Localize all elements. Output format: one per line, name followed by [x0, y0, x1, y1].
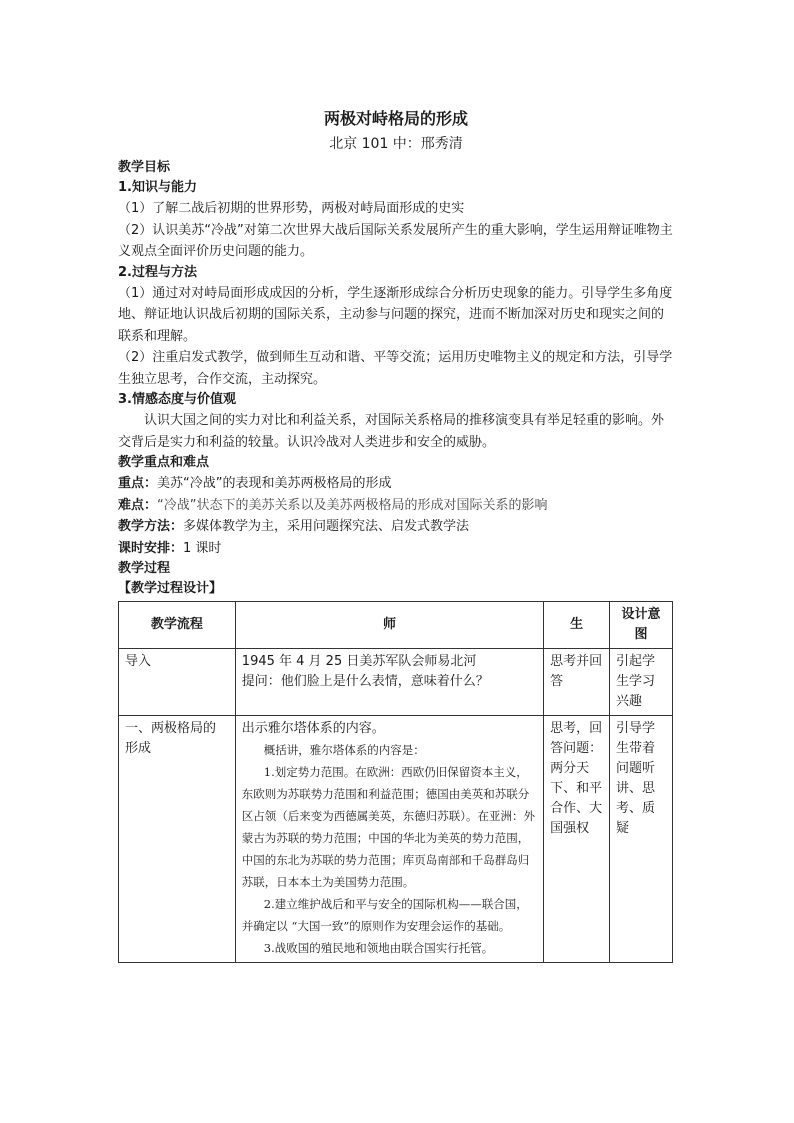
- table-header-row: [119, 602, 673, 649]
- subheading-process: 2.过程与方法: [118, 264, 197, 280]
- hours-label: 课时安排：: [118, 540, 184, 556]
- cell-intent-intro: 引起学生学习兴趣: [610, 649, 673, 716]
- key-point-label: 重点：: [118, 476, 158, 491]
- key-point-text: 美苏“冷战”的表现和美苏两极格局的形成: [157, 476, 392, 491]
- header-intent: 设计意图: [610, 602, 673, 649]
- cell-teacher-section1: [235, 716, 543, 963]
- paragraph-process-2: （2）注重启发式教学，做到师生互动和谐、平等交流；运用历史唯物主义的规定和方法，引导学生独立思考，合作交流，主动探究。: [118, 350, 673, 387]
- header-student: 生: [544, 602, 610, 649]
- intro-line-2: 提问：他们脸上是什么表情，意味着什么？: [241, 674, 489, 689]
- hours-text: 1 课时: [183, 540, 222, 556]
- method-label: 教学方法：: [118, 519, 184, 534]
- table-row: [119, 649, 673, 716]
- hours-line: [118, 538, 674, 560]
- process-table: [118, 601, 673, 963]
- paragraph-knowledge-1: （1）了解二战后初期的世界形势，两极对峙局面形成的史实: [118, 201, 465, 216]
- document-title: 两极对峙格局的形成: [323, 109, 468, 128]
- difficulty-label: 难点：: [118, 497, 158, 513]
- method-text: 多媒体教学为主，采用问题探究法、启发式教学法: [183, 519, 470, 534]
- yalta-intro: 出示雅尔塔体系的内容。: [241, 721, 385, 736]
- paragraph-process-1: （1）通过对对峙局面形成成因的分析，学生逐渐形成综合分析历史现象的能力。引导学生多角度地、辩证地认识战后初期的国际关系，主动参与问题的探究，进而不断加深对历史和现实之间的联系和理解。: [118, 285, 673, 344]
- cell-flow-intro: 导入: [119, 649, 236, 716]
- cell-intent-section1: 引导学生带着问题听讲、思考、质疑: [610, 716, 673, 963]
- table-row: [119, 716, 673, 963]
- cell-student-section1: 思考，回答问题：两分天下、和平合作、大国强权: [544, 716, 610, 963]
- subheading-knowledge: 1.知识与能力: [118, 180, 197, 195]
- cell-teacher-intro: [235, 649, 543, 716]
- yalta-point-1: 1.划定势力范围。在欧洲：西欧仍旧保留资本主义，东欧则为苏联势力范围和利益范围；德国由美英和苏联分区占领（后来变为西德属美英，东德归苏联）。在亚洲：外蒙古为苏联的势力范围；中国的华北为美英的势力范围，中国的东北为苏联的势力范围；库页岛南部和千岛群岛归苏联，日本本土为美国势力范围。: [241, 765, 536, 889]
- section-heading-goals: 教学目标: [118, 160, 171, 175]
- yalta-summary: 概括讲，雅尔塔体系的内容是：: [263, 743, 425, 757]
- key-point-line: [118, 473, 674, 495]
- subheading-values: 3.情感态度与价值观: [118, 392, 236, 407]
- difficulty-text: “冷战”状态下的美苏关系以及美苏两极格局的形成对国际关系的影响: [157, 497, 548, 513]
- section-heading-key-points: 教学重点和难点: [118, 455, 210, 470]
- document-page: [118, 100, 674, 963]
- yalta-point-2: 2.建立维护战后和平与安全的国际机构——联合国，并确定以 “大国一致”的原则作为安理会运作的基础。: [241, 897, 528, 933]
- cell-student-intro: 思考并回答: [544, 649, 610, 716]
- yalta-point-3: 3.战败国的殖民地和领地由联合国实行托管。: [263, 941, 494, 955]
- header-flow: 教学流程: [119, 602, 236, 649]
- difficulty-line: [118, 495, 674, 517]
- section-heading-process: 教学过程: [118, 561, 171, 576]
- author-line: 北京 101 中：邢秀清: [329, 136, 463, 152]
- yalta-content: [242, 739, 537, 959]
- paragraph-knowledge-2: （2）认识美苏“冷战”对第二次世界大战后国际关系发展所产生的重大影响，学生运用辩证唯物主义观点全面评价历史问题的能力。: [118, 222, 673, 259]
- cell-flow-section1: 一、两极格局的形成: [119, 716, 236, 963]
- intro-line-1: 1945 年 4 月 25 日美苏军队会师易北河: [241, 654, 477, 669]
- paragraph-values: 认识大国之间的实力对比和利益关系，对国际关系格局的推移演变具有举足轻重的影响。外交背后是实力和利益的较量。认识冷战对人类进步和安全的威胁。: [118, 413, 665, 450]
- header-teacher: 师: [235, 602, 543, 649]
- method-line: [118, 516, 674, 538]
- design-label: 【教学过程设计】: [118, 581, 223, 596]
